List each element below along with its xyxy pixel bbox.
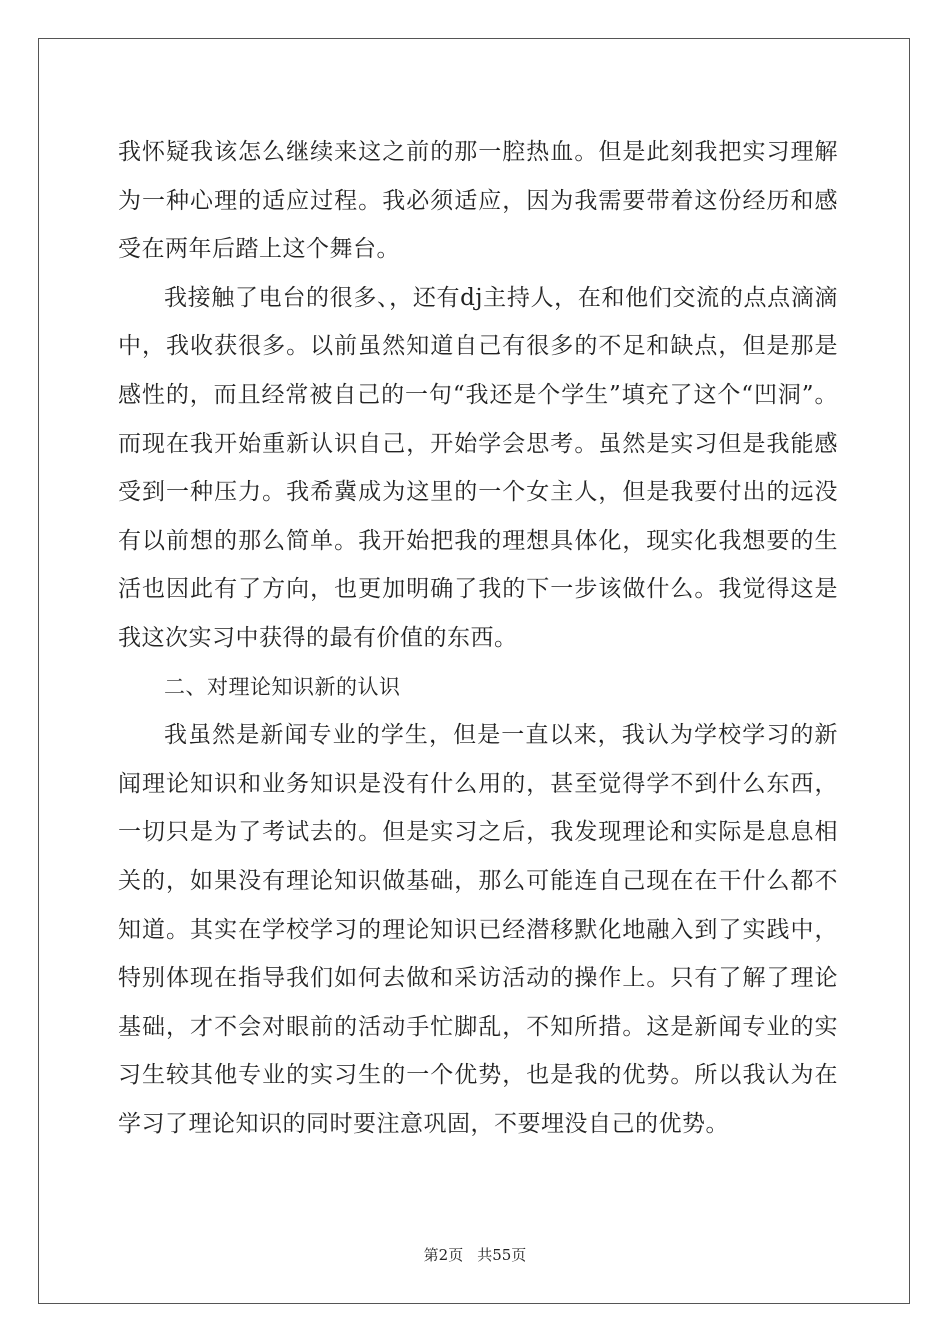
page-footer (0, 1244, 950, 1265)
paragraph-theory-knowledge: 我虽然是新闻专业的学生，但是一直以来，我认为学校学习的新闻理论知识和业务知识是没有什么用的，甚至觉得学不到什么东西，一切只是为了考试去的。但是实习之后，我发现理论和实际是息息相关的，如果没有理论知识做基础，那么可能连自己现在在干什么都不知道。其实在学校学习的理论知识已经潜移默化地融入到了实践中，特别体现在指导我们如何去做和采访活动的操作上。只有了解了理论基础，才不会对眼前的活动手忙脚乱，不知所措。这是新闻专业的实习生较其他专业的实习生的一个优势，也是我的优势。所以我认为在学习了理论知识的同时要注意巩固，不要埋没自己的优势。 (118, 722, 838, 1137)
paragraph-radio-experience: 我接触了电台的很多、，还有dj主持人，在和他们交流的点点滴滴中，我收获很多。以前虽然知道自己有很多的不足和缺点，但是那是感性的，而且经常被自己的一句“我还是个学生”填充了这个“凹洞”。而现在我开始重新认识自己，开始学会思考。虽然是实习但是我能感受到一种压力。我希冀成为这里的一个女主人，但是我要付出的远没有以前想的那么简单。我开始把我的理想具体化，现实化我想要的生活也因此有了方向，也更加明确了我的下一步该做什么。我觉得这是我这次实习中获得的最有价值的东西。 (118, 284, 838, 651)
page-total: 共55页 (477, 1246, 527, 1264)
document-body (118, 128, 838, 1148)
section-heading-theory: 二、对理论知识新的认识 (164, 674, 401, 699)
paragraph-continuation: 我怀疑我该怎么继续来这之前的那一腔热血。但是此刻我把实习理解为一种心理的适应过程。我必须适应，因为我需要带着这份经历和感受在两年后踏上这个舞台。 (118, 139, 838, 263)
page-number: 第2页 (423, 1246, 464, 1264)
